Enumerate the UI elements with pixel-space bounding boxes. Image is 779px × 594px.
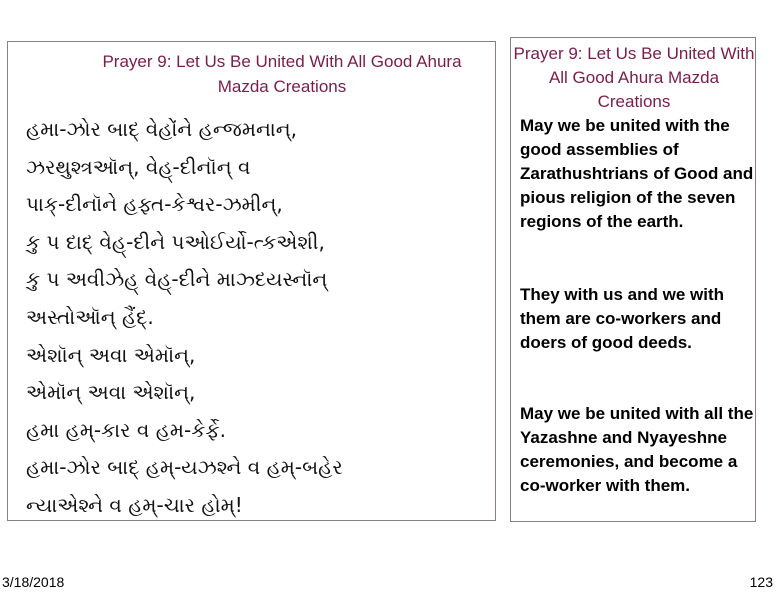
gujarati-line: ઝરથુશ્ત્રઑન્‌, વેહ્‌-દીનૉન્‌ વ (26, 154, 251, 179)
gujarati-line: પાક્‌-દીનૉને હફ્ત-કેશ્વર-ઝમીન્‌, (26, 192, 283, 217)
gujarati-prayer-lines (26, 111, 343, 525)
gujarati-line: હમા-ઝોર બાદ્‌ હમ્‌-યઝશ્ને વ હમ્‌-બહેર (26, 455, 343, 480)
gujarati-line: હમા હમ્‌-કાર વ હમ-કેર્ફે. (26, 417, 227, 442)
gujarati-line: ન્યાએશ્ને વ હમ્‌-ચાર હોમ્‌! (26, 492, 243, 517)
gujarati-line: અસ્તોઑન્‌ હૈંદ્‌. (26, 304, 154, 329)
english-panel-title: Prayer 9: Let Us Be United With All Good Ahura Mazda Creations (513, 44, 755, 111)
gujarati-line: એમૉન્‌ અવા એશૉન્‌, (26, 380, 196, 405)
gujarati-line: એશૉન્‌ અવા એમૉન્‌, (26, 342, 196, 367)
gujarati-panel-title: Prayer 9: Let Us Be United With All Good Ahura Mazda Creations (102, 52, 462, 96)
translation-paragraph: May we be united with the good assemblies of Zarathushtrians of Good and pious religion of the seven regions of the earth. (520, 116, 754, 231)
slide-page-number: 123 (749, 574, 773, 590)
gujarati-line: કુ પ દાદ્‌ વેહ્‌-દીને પઓઈર્યો-ત્કએશી, (26, 229, 325, 254)
slide-date: 3/18/2018 (2, 574, 65, 590)
translation-paragraph: They with us and we with them are co-workers and doers of good deeds. (520, 285, 725, 352)
gujarati-line: હમા-ઝોર બાદ્‌ વેહોંને હન્જમનાન્‌, (26, 117, 298, 141)
translation-paragraph: May we be united with all the Yazashne and Nyayeshne ceremonies, and become a co-worker with them. (520, 404, 754, 495)
gujarati-line: કુ પ અવીઝેહ્‌ વેહ્‌-દીને માઝ્દયસ્નૉન્‌ (26, 267, 328, 292)
gujarati-prayer-panel (7, 41, 496, 521)
english-translation-panel (510, 37, 756, 522)
